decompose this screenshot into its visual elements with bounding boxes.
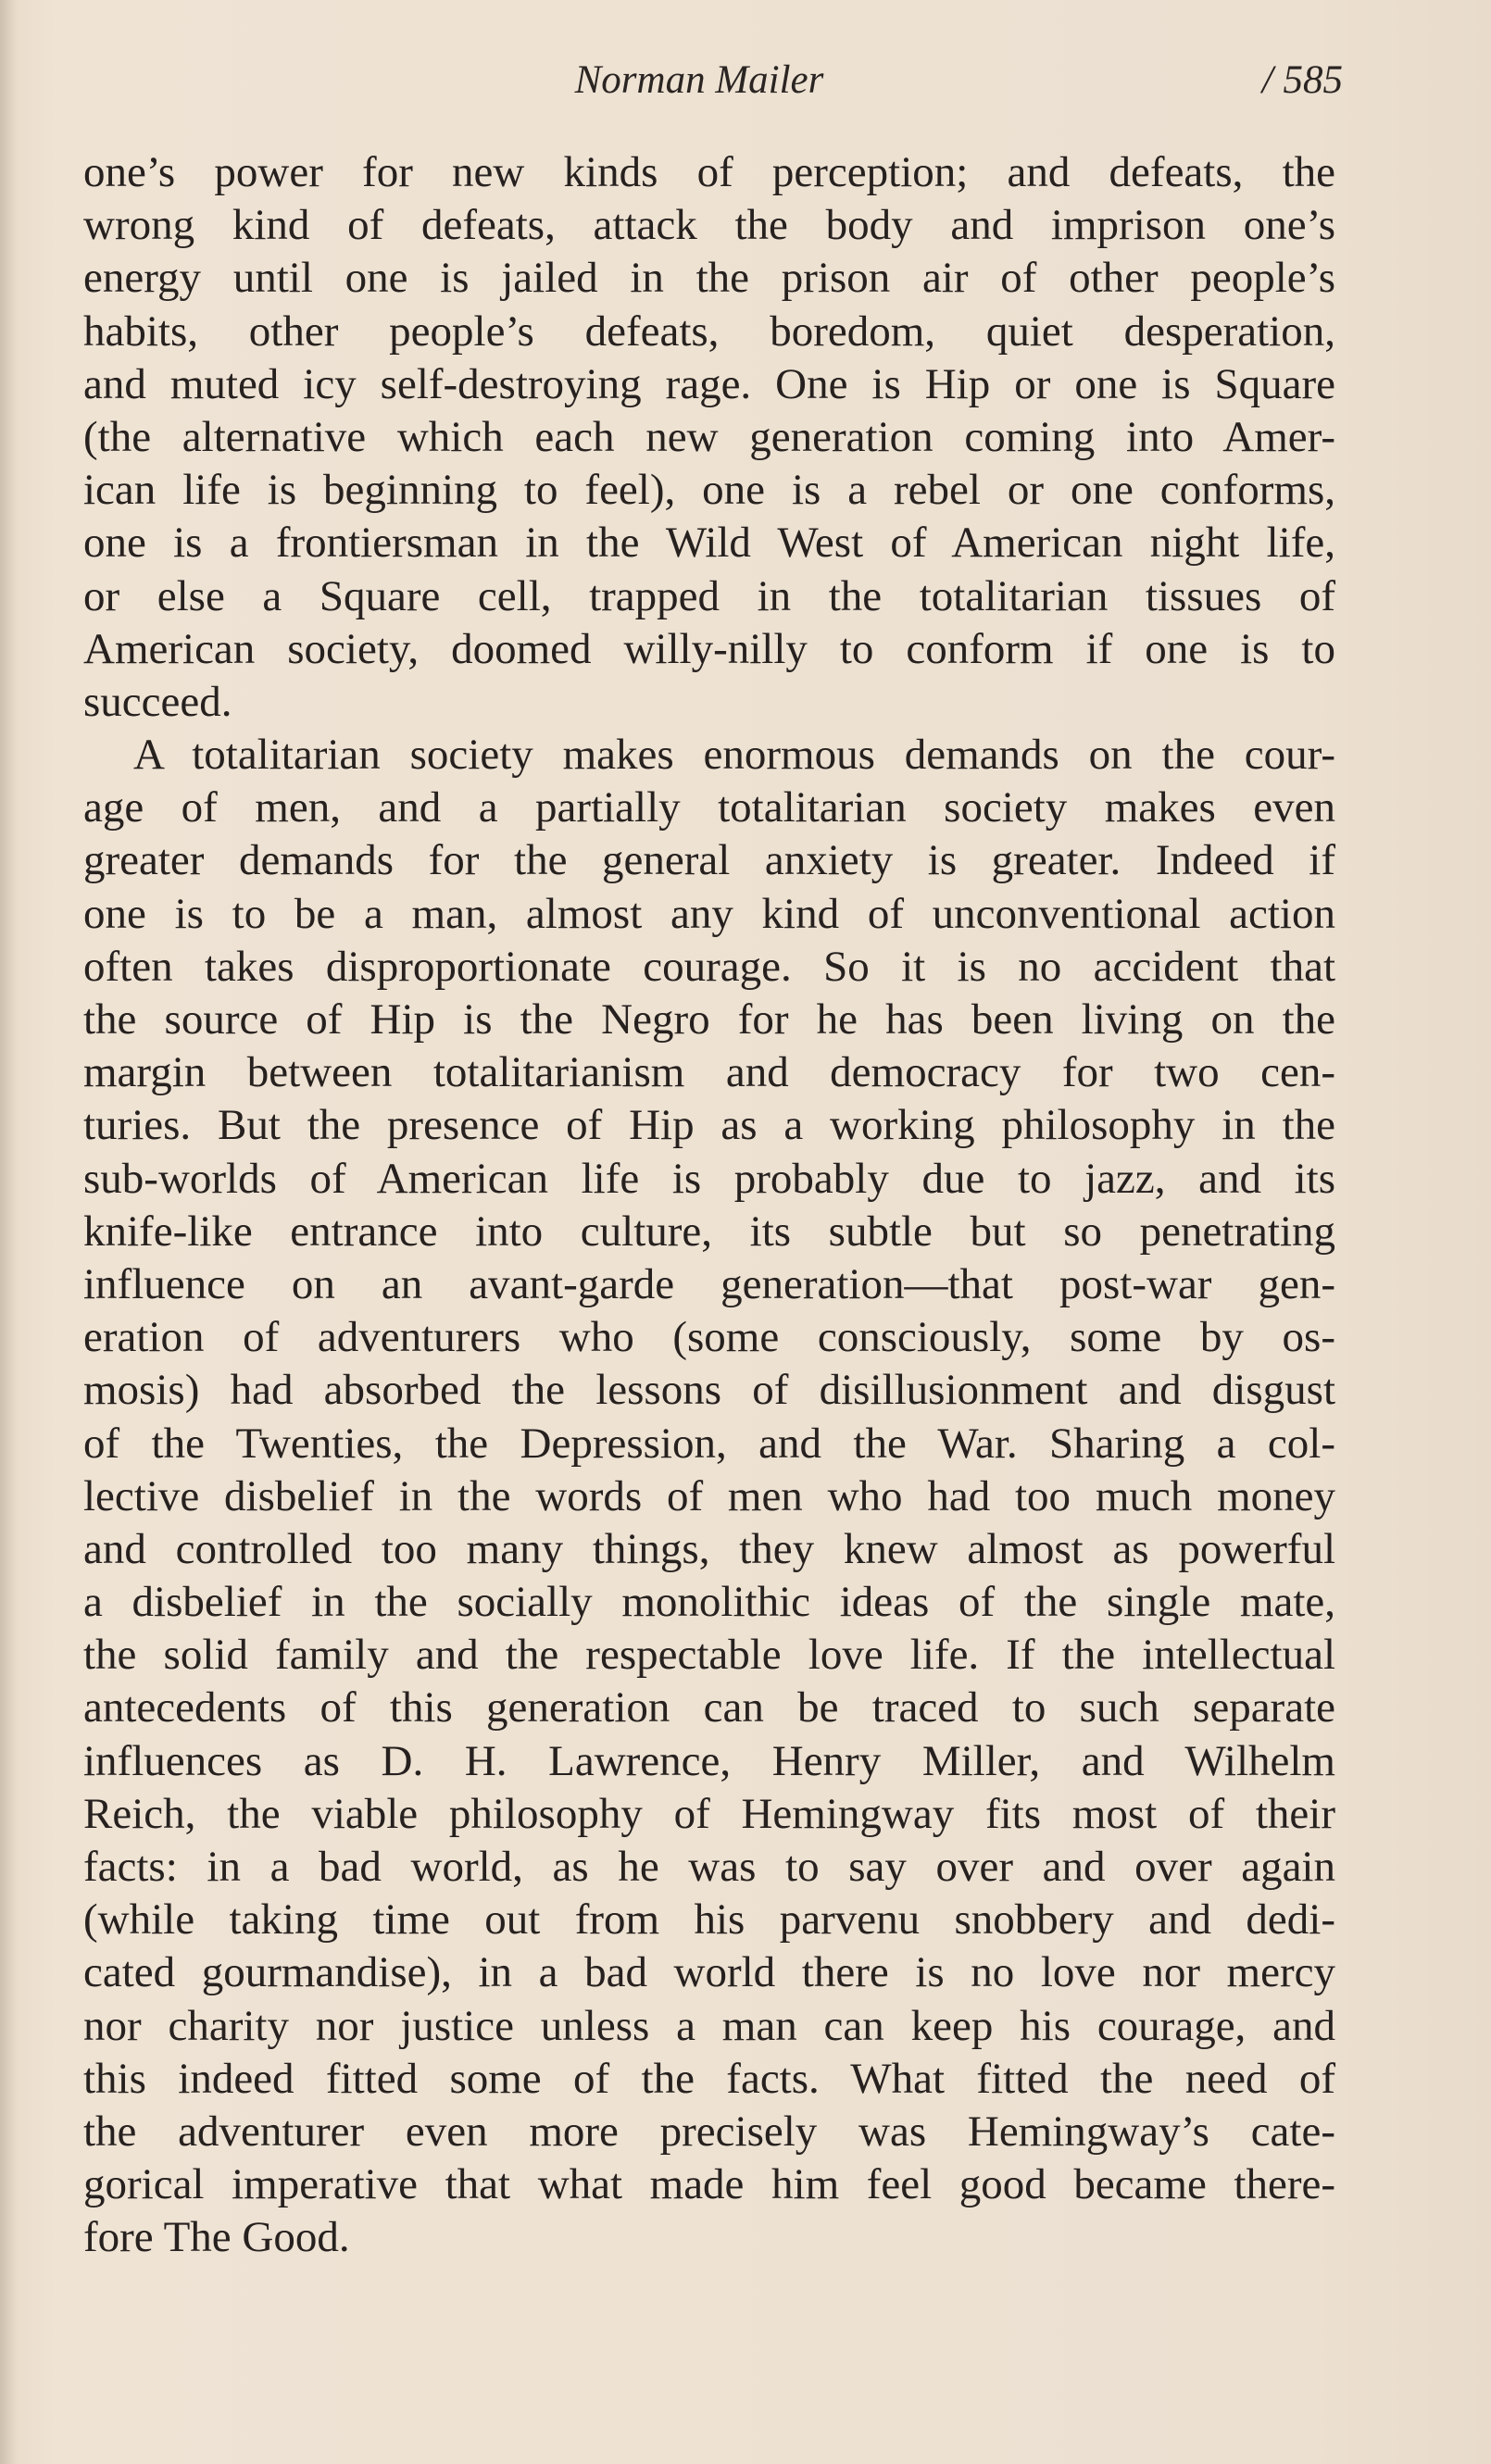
- text-line: a disbelief in the socially monolithic ideas of the single mate,: [83, 1578, 1335, 1627]
- text-line: influences as D. H. Lawrence, Henry Miller, and Wilhelm: [83, 1736, 1335, 1785]
- running-header-author: Norman Mailer: [574, 58, 824, 102]
- text-line: often takes disproportionate courage. So it is no accident that: [83, 942, 1335, 991]
- text-line: the adventurer even more precisely was Hemingway’s cate-: [83, 2107, 1335, 2156]
- text-line: antecedents of this generation can be traced to such separate: [83, 1683, 1335, 1732]
- text-line: knife-like entrance into culture, its subtle but so penetrating: [83, 1207, 1335, 1256]
- text-line: one is to be a man, almost any kind of unconventional action: [83, 889, 1335, 938]
- text-line: age of men, and a partially totalitarian society makes even: [83, 783, 1335, 832]
- text-line: habits, other people’s defeats, boredom, quiet desperation,: [83, 306, 1335, 356]
- text-line: this indeed fitted some of the facts. What fitted the need of: [83, 2054, 1335, 2103]
- text-line: gorical imperative that what made him feel good became there-: [83, 2160, 1335, 2209]
- text-line: cated gourmandise), in a bad world there is no love nor mercy: [83, 1948, 1335, 1997]
- text-line: greater demands for the general anxiety is greater. Indeed if: [83, 836, 1335, 885]
- text-line: influence on an avant-garde generation—that post-war gen-: [83, 1259, 1335, 1308]
- text-line: fore The Good.: [83, 2213, 350, 2262]
- text-line: (while taking time out from his parvenu snobbery and dedi-: [83, 1895, 1335, 1945]
- text-line: margin between totalitarianism and democracy for two cen-: [83, 1048, 1335, 1097]
- paragraph: [83, 146, 1335, 729]
- paragraph: [83, 729, 1335, 2264]
- text-line: one’s power for new kinds of perception; and defeats, the: [83, 148, 1335, 196]
- text-line: (the alternative which each new generation coming into Amer-: [83, 412, 1335, 461]
- text-line: Reich, the viable philosophy of Hemingway fits most of their: [83, 1789, 1335, 1838]
- text-line: eration of adventurers who (some consciously, some by os-: [83, 1313, 1335, 1362]
- text-line: wrong kind of defeats, attack the body and imprison one’s: [83, 201, 1335, 250]
- body-text: [83, 146, 1335, 2265]
- text-line: succeed.: [83, 677, 232, 726]
- page-number: / 585: [1261, 58, 1343, 102]
- text-line: A totalitarian society makes enormous demands on the cour-: [133, 731, 1335, 780]
- text-line: one is a frontiersman in the Wild West of American night life,: [83, 519, 1335, 568]
- text-line: and muted icy self-destroying rage. One is Hip or one is Square: [83, 359, 1335, 408]
- running-header: [74, 57, 1343, 113]
- text-line: lective disbelief in the words of men who had too much money: [83, 1471, 1335, 1520]
- text-line: American society, doomed willy-nilly to conform if one is to: [83, 624, 1335, 673]
- text-line: and controlled too many things, they knew almost as powerful: [83, 1524, 1335, 1573]
- text-line: or else a Square cell, trapped in the totalitarian tissues of: [83, 571, 1335, 620]
- text-line: ican life is beginning to feel), one is a rebel or one conforms,: [83, 466, 1335, 515]
- text-line: the source of Hip is the Negro for he has been living on the: [83, 995, 1335, 1044]
- text-line: mosis) had absorbed the lessons of disillusionment and disgust: [83, 1366, 1335, 1415]
- page-spine-shadow: [0, 0, 17, 2464]
- text-line: nor charity nor justice unless a man can keep his courage, and: [83, 2001, 1335, 2050]
- text-line: turies. But the presence of Hip as a working philosophy in the: [83, 1101, 1335, 1150]
- text-line: of the Twenties, the Depression, and the War. Sharing a col-: [83, 1419, 1335, 1468]
- text-line: sub-worlds of American life is probably due to jazz, and its: [83, 1154, 1335, 1203]
- text-line: the solid family and the respectable love life. If the intellectual: [83, 1631, 1335, 1680]
- text-line: facts: in a bad world, as he was to say over and over again: [83, 1843, 1335, 1891]
- text-line: energy until one is jailed in the prison air of other people’s: [83, 254, 1335, 303]
